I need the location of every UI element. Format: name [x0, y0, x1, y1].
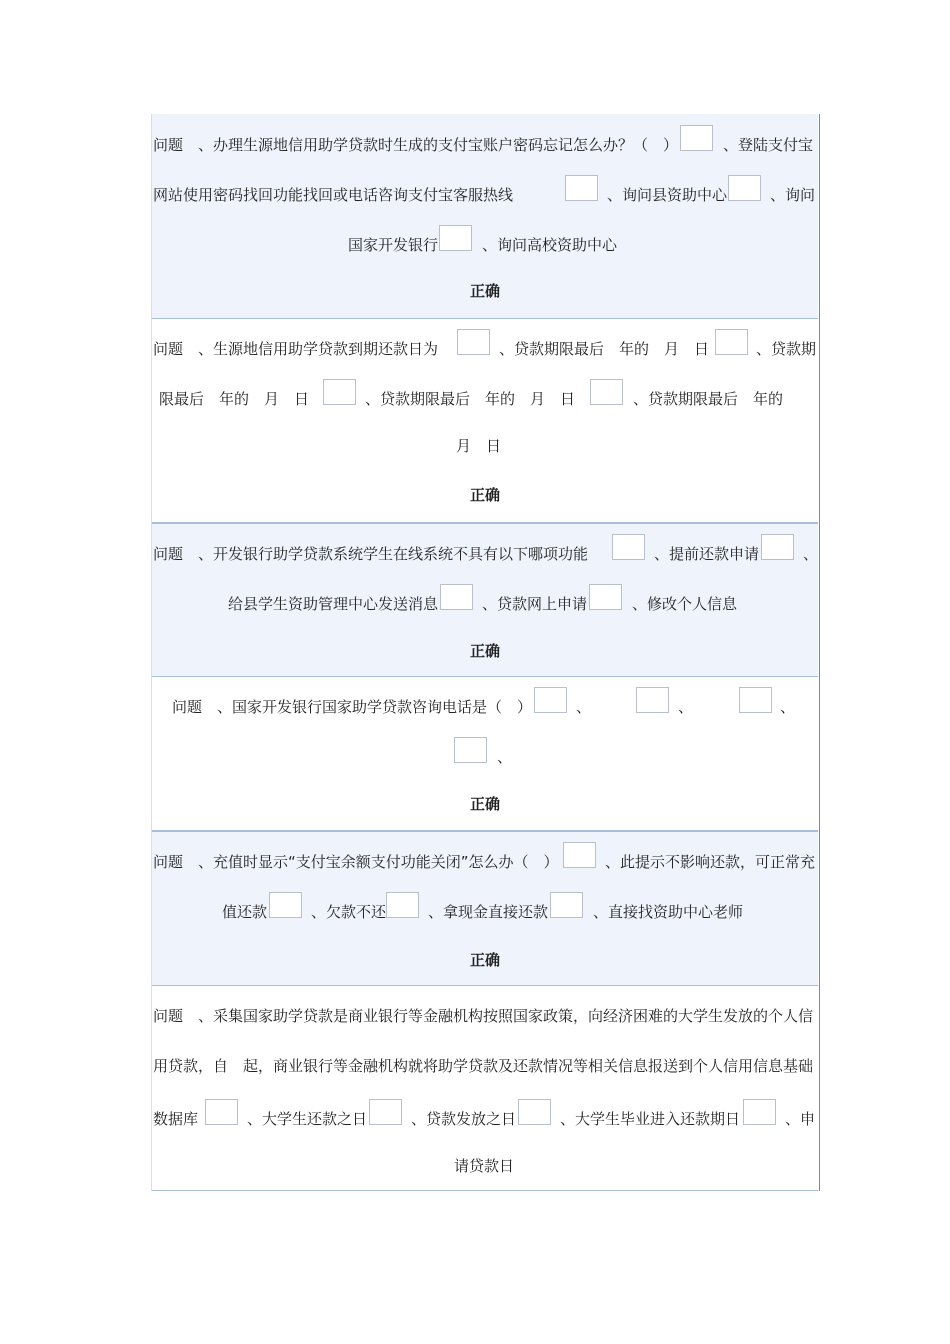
- question-6-option-a-text: 、大学生还款之日: [247, 1110, 368, 1128]
- question-4-stem: 问题 、国家开发银行国家助学贷款咨询电话是（ ）: [172, 698, 533, 716]
- question-1-option-a-text-cont: 网站使用密码找回功能找回或电话咨询支付宝客服热线: [153, 186, 514, 204]
- question-4-option-b-checkbox[interactable]: [636, 687, 669, 713]
- question-1-option-c-text-cont: 国家开发银行: [348, 236, 439, 254]
- question-6-stem-line-1: 问题 、采集国家助学贷款是商业银行等金融机构按照国家政策，向经济困难的大学生发放的个人信: [153, 1007, 814, 1025]
- question-5-result: 正确: [469, 951, 500, 969]
- question-3-option-d-checkbox[interactable]: [589, 584, 622, 610]
- question-5-option-a-text-cont: 值还款: [222, 903, 268, 921]
- question-4-option-b-text: 、: [678, 698, 694, 716]
- question-4-option-c-text: 、: [780, 698, 796, 716]
- question-6-option-c-checkbox[interactable]: [518, 1099, 551, 1125]
- question-5-option-b-checkbox[interactable]: [269, 892, 302, 918]
- question-6-option-b-text: 、贷款发放之日: [411, 1110, 517, 1128]
- question-2-option-c-text: 、贷款期限最后 年的 月 日: [365, 390, 576, 408]
- question-5: [152, 831, 818, 986]
- question-2-option-d-text-cont: 月 日: [456, 437, 502, 455]
- question-3-option-b-checkbox[interactable]: [761, 534, 794, 560]
- question-1-option-c-text: 、询问: [770, 186, 816, 204]
- question-4: [152, 677, 818, 831]
- question-3-option-c-text: 、贷款网上申请: [482, 595, 588, 613]
- question-6: [152, 986, 818, 1191]
- question-5-option-c-checkbox[interactable]: [386, 892, 419, 918]
- question-2-result: 正确: [469, 486, 500, 504]
- question-1-option-a-text: 、登陆支付宝: [723, 136, 814, 154]
- question-1-option-b-checkbox[interactable]: [565, 175, 598, 201]
- question-2: [152, 319, 818, 523]
- question-5-option-a-checkbox[interactable]: [563, 842, 596, 868]
- question-4-option-a-checkbox[interactable]: [534, 687, 567, 713]
- question-6-option-d-checkbox[interactable]: [743, 1099, 776, 1125]
- question-5-option-d-text: 、直接找资助中心老师: [593, 903, 744, 921]
- question-5-option-a-text: 、此提示不影响还款，可正常充: [605, 853, 816, 871]
- question-2-stem: 问题 、生源地信用助学贷款到期还款日为: [153, 340, 439, 358]
- question-2-option-d-checkbox[interactable]: [590, 379, 623, 405]
- question-6-option-b-checkbox[interactable]: [369, 1099, 402, 1125]
- question-2-option-b-text-cont: 限最后 年的 月 日: [159, 390, 310, 408]
- quiz-document: [151, 114, 820, 1191]
- question-5-option-b-text: 、欠款不还: [311, 903, 387, 921]
- question-6-stem-line-3: 数据库: [153, 1110, 199, 1128]
- question-2-option-b-checkbox[interactable]: [715, 329, 748, 355]
- question-3: [152, 523, 818, 677]
- question-1-option-c-checkbox[interactable]: [728, 175, 761, 201]
- question-6-option-d-text: 、申: [785, 1110, 816, 1128]
- question-2-option-c-checkbox[interactable]: [323, 379, 356, 405]
- question-1: [152, 114, 818, 319]
- question-3-option-d-text: 、修改个人信息: [632, 595, 738, 613]
- question-3-option-b-text-cont: 给县学生资助管理中心发送消息: [228, 595, 439, 613]
- question-3-option-a-checkbox[interactable]: [612, 534, 645, 560]
- question-2-option-d-text: 、贷款期限最后 年的: [633, 390, 784, 408]
- question-2-option-a-checkbox[interactable]: [457, 329, 490, 355]
- question-3-result: 正确: [469, 642, 500, 660]
- question-4-option-d-checkbox[interactable]: [454, 737, 487, 763]
- question-5-stem: 问题 、充值时显示“支付宝余额支付功能关闭”怎么办（ ）: [153, 853, 559, 871]
- question-2-option-a-text: 、贷款期限最后 年的 月 日: [499, 340, 710, 358]
- question-1-option-d-checkbox[interactable]: [439, 225, 472, 251]
- question-1-option-d-text: 、询问高校资助中心: [482, 236, 618, 254]
- question-1-result: 正确: [469, 282, 500, 300]
- question-6-option-d-text-cont: 请贷款日: [454, 1157, 515, 1175]
- question-3-stem: 问题 、开发银行助学贷款系统学生在线系统不具有以下哪项功能: [153, 545, 589, 563]
- question-3-option-c-checkbox[interactable]: [440, 584, 473, 610]
- question-6-stem-line-2: 用贷款，自 起，商业银行等金融机构就将助学贷款及还款情况等相关信息报送到个人信用信息基础: [153, 1057, 814, 1075]
- question-4-option-d-text: 、: [497, 748, 513, 766]
- question-2-option-b-text: 、贷款期: [756, 340, 817, 358]
- question-3-option-a-text: 、提前还款申请: [654, 545, 760, 563]
- question-6-option-c-text: 、大学生毕业进入还款期日: [560, 1110, 741, 1128]
- question-1-option-a-checkbox[interactable]: [680, 125, 713, 151]
- question-4-result: 正确: [469, 795, 500, 813]
- question-5-option-c-text: 、拿现金直接还款: [428, 903, 549, 921]
- question-1-stem: 问题 、办理生源地信用助学贷款时生成的支付宝账户密码忘记怎么办？（ ）: [153, 136, 679, 154]
- question-5-option-d-checkbox[interactable]: [550, 892, 583, 918]
- question-6-option-a-checkbox[interactable]: [205, 1099, 238, 1125]
- question-4-option-c-checkbox[interactable]: [739, 687, 772, 713]
- question-1-option-b-text: 、询问县资助中心: [607, 186, 728, 204]
- question-3-option-b-text: 、: [803, 545, 819, 563]
- question-4-option-a-text: 、: [576, 698, 592, 716]
